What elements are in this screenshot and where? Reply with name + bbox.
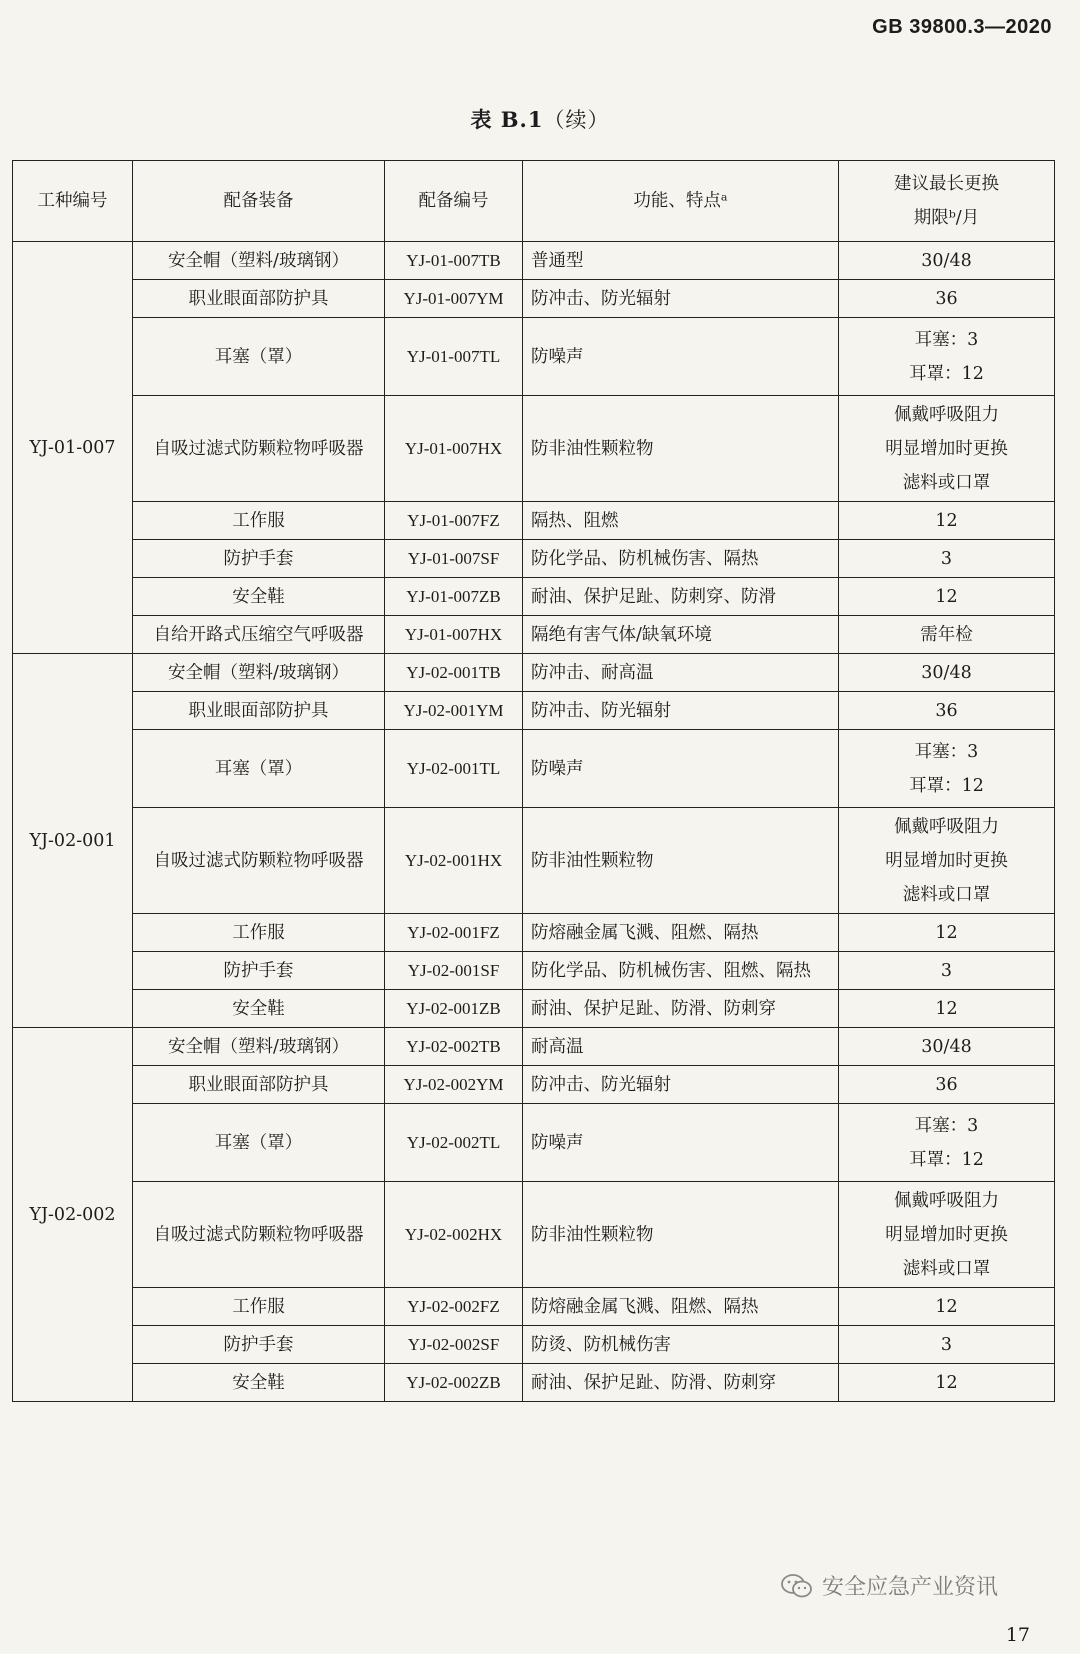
features-cell: 防非油性颗粒物 — [523, 1182, 839, 1288]
period-line: 佩戴呼吸阻力 — [894, 1190, 999, 1211]
equipment-no-cell: YJ-02-002ZB — [385, 1364, 523, 1402]
equipment-cell: 自吸过滤式防颗粒物呼吸器 — [133, 396, 385, 502]
equipment-no-cell: YJ-02-001SF — [385, 952, 523, 990]
period-line: 耳塞：3 — [914, 1115, 979, 1136]
features-cell: 防噪声 — [523, 730, 839, 808]
table-row — [13, 654, 1055, 692]
period-line: 30/48 — [921, 1036, 972, 1057]
table-row — [13, 952, 1055, 990]
job-code-cell: YJ-02-002 — [13, 1028, 133, 1402]
table-row — [13, 540, 1055, 578]
table-body — [13, 242, 1055, 1402]
period-cell — [839, 1066, 1055, 1104]
features-cell: 隔绝有害气体/缺氧环境 — [523, 616, 839, 654]
equipment-no-cell: YJ-01-007FZ — [385, 502, 523, 540]
table-row — [13, 1182, 1055, 1288]
period-line: 明显增加时更换 — [885, 438, 1008, 459]
watermark-text: 安全应急产业资讯 — [821, 1575, 998, 1600]
equipment-cell: 职业眼面部防护具 — [133, 692, 385, 730]
page-number: 17 — [1005, 1624, 1030, 1646]
table-row — [13, 396, 1055, 502]
header-period-line1: 建议最长更换 — [894, 174, 999, 194]
period-cell — [839, 578, 1055, 616]
table-row — [13, 502, 1055, 540]
header-features: 功能、特点ᵃ — [523, 161, 839, 242]
equipment-cell: 工作服 — [133, 914, 385, 952]
features-cell: 防非油性颗粒物 — [523, 808, 839, 914]
period-line: 12 — [935, 998, 958, 1019]
features-cell: 防冲击、防光辐射 — [523, 280, 839, 318]
period-cell — [839, 990, 1055, 1028]
table-title-bold: 表 B.1 — [470, 107, 544, 132]
table-header-row — [13, 161, 1055, 242]
period-cell — [839, 1326, 1055, 1364]
table-row — [13, 280, 1055, 318]
table-row — [13, 692, 1055, 730]
equipment-no-cell: YJ-01-007SF — [385, 540, 523, 578]
features-cell: 防化学品、防机械伤害、隔热 — [523, 540, 839, 578]
period-line: 12 — [935, 586, 958, 607]
period-cell — [839, 502, 1055, 540]
period-cell — [839, 242, 1055, 280]
table-row — [13, 914, 1055, 952]
period-cell — [839, 808, 1055, 914]
period-line: 36 — [935, 288, 958, 309]
equipment-cell: 自吸过滤式防颗粒物呼吸器 — [133, 1182, 385, 1288]
table-row — [13, 242, 1055, 280]
period-cell — [839, 318, 1055, 396]
equipment-no-cell: YJ-01-007ZB — [385, 578, 523, 616]
table-row — [13, 1364, 1055, 1402]
period-line: 耳塞：3 — [914, 329, 979, 350]
table-row — [13, 1326, 1055, 1364]
equipment-no-cell: YJ-02-001ZB — [385, 990, 523, 1028]
period-line: 3 — [940, 1334, 953, 1355]
header-period — [839, 161, 1055, 242]
period-line: 佩戴呼吸阻力 — [894, 404, 999, 425]
features-cell: 耐油、保护足趾、防滑、防刺穿 — [523, 990, 839, 1028]
period-line: 明显增加时更换 — [885, 850, 1008, 871]
header-period-line2: 期限ᵇ/月 — [913, 208, 980, 228]
period-cell — [839, 396, 1055, 502]
equipment-cell: 工作服 — [133, 1288, 385, 1326]
period-cell — [839, 540, 1055, 578]
equipment-no-cell: YJ-01-007HX — [385, 616, 523, 654]
equipment-no-cell: YJ-01-007HX — [385, 396, 523, 502]
period-cell — [839, 1028, 1055, 1066]
period-line: 耳塞：3 — [914, 741, 979, 762]
period-line: 耳罩：12 — [909, 1149, 984, 1170]
period-line: 36 — [935, 1074, 958, 1095]
standard-code: GB 39800.3—2020 — [872, 16, 1052, 38]
features-cell: 防噪声 — [523, 1104, 839, 1182]
equipment-cell: 工作服 — [133, 502, 385, 540]
period-cell — [839, 1288, 1055, 1326]
equipment-no-cell: YJ-02-001TL — [385, 730, 523, 808]
period-line: 30/48 — [921, 662, 972, 683]
table-row — [13, 1104, 1055, 1182]
equipment-cell: 职业眼面部防护具 — [133, 1066, 385, 1104]
features-cell: 防噪声 — [523, 318, 839, 396]
equipment-no-cell: YJ-02-001HX — [385, 808, 523, 914]
equipment-cell: 防护手套 — [133, 952, 385, 990]
features-cell: 耐高温 — [523, 1028, 839, 1066]
table-row — [13, 1028, 1055, 1066]
equipment-no-cell: YJ-02-002YM — [385, 1066, 523, 1104]
wechat-icon — [780, 1573, 814, 1599]
equipment-no-cell: YJ-02-002HX — [385, 1182, 523, 1288]
period-cell — [839, 730, 1055, 808]
features-cell: 耐油、保护足趾、防滑、防刺穿 — [523, 1364, 839, 1402]
period-line: 12 — [935, 510, 958, 531]
equipment-cell: 耳塞（罩） — [133, 730, 385, 808]
equipment-cell: 自给开路式压缩空气呼吸器 — [133, 616, 385, 654]
period-line: 滤料或口罩 — [902, 884, 991, 905]
table-row — [13, 1066, 1055, 1104]
period-cell — [839, 280, 1055, 318]
job-code-cell: YJ-01-007 — [13, 242, 133, 654]
equipment-cell: 防护手套 — [133, 1326, 385, 1364]
equipment-cell: 安全帽（塑料/玻璃钢） — [133, 242, 385, 280]
period-line: 耳罩：12 — [909, 363, 984, 384]
features-cell: 隔热、阻燃 — [523, 502, 839, 540]
period-line: 明显增加时更换 — [885, 1224, 1008, 1245]
period-line: 12 — [935, 1296, 958, 1317]
period-line: 36 — [935, 700, 958, 721]
equipment-no-cell: YJ-02-001YM — [385, 692, 523, 730]
table-title-continued: （续） — [543, 108, 610, 132]
equipment-cell: 安全帽（塑料/玻璃钢） — [133, 654, 385, 692]
equipment-cell: 防护手套 — [133, 540, 385, 578]
equipment-no-cell: YJ-02-001FZ — [385, 914, 523, 952]
features-cell: 普通型 — [523, 242, 839, 280]
features-cell: 防熔融金属飞溅、阻燃、隔热 — [523, 914, 839, 952]
table-row — [13, 808, 1055, 914]
period-cell — [839, 914, 1055, 952]
features-cell: 防非油性颗粒物 — [523, 396, 839, 502]
equipment-cell: 安全鞋 — [133, 1364, 385, 1402]
watermark — [780, 1570, 998, 1601]
table-row — [13, 578, 1055, 616]
equipment-cell: 自吸过滤式防颗粒物呼吸器 — [133, 808, 385, 914]
table-row — [13, 990, 1055, 1028]
features-cell: 防烫、防机械伤害 — [523, 1326, 839, 1364]
features-cell: 防熔融金属飞溅、阻燃、隔热 — [523, 1288, 839, 1326]
period-line: 12 — [935, 1372, 958, 1393]
equipment-no-cell: YJ-02-002SF — [385, 1326, 523, 1364]
header-equipment: 配备装备 — [133, 161, 385, 242]
period-cell — [839, 692, 1055, 730]
features-cell: 防冲击、防光辐射 — [523, 692, 839, 730]
features-cell: 防冲击、防光辐射 — [523, 1066, 839, 1104]
period-cell — [839, 1182, 1055, 1288]
table-row — [13, 616, 1055, 654]
equipment-table — [12, 160, 1055, 1402]
period-line: 滤料或口罩 — [902, 472, 991, 493]
header-job-code: 工种编号 — [13, 161, 133, 242]
period-line: 3 — [940, 960, 953, 981]
period-cell — [839, 1364, 1055, 1402]
period-line: 滤料或口罩 — [902, 1258, 991, 1279]
features-cell: 防化学品、防机械伤害、阻燃、隔热 — [523, 952, 839, 990]
equipment-cell: 安全鞋 — [133, 990, 385, 1028]
features-cell: 耐油、保护足趾、防刺穿、防滑 — [523, 578, 839, 616]
equipment-no-cell: YJ-01-007TL — [385, 318, 523, 396]
period-line: 耳罩：12 — [909, 775, 984, 796]
period-cell — [839, 616, 1055, 654]
period-line: 30/48 — [921, 250, 972, 271]
period-line: 需年检 — [920, 624, 973, 645]
table-row — [13, 318, 1055, 396]
equipment-no-cell: YJ-02-002FZ — [385, 1288, 523, 1326]
period-line: 佩戴呼吸阻力 — [894, 816, 999, 837]
equipment-no-cell: YJ-02-001TB — [385, 654, 523, 692]
equipment-no-cell: YJ-02-002TL — [385, 1104, 523, 1182]
table-row — [13, 1288, 1055, 1326]
equipment-no-cell: YJ-01-007TB — [385, 242, 523, 280]
period-cell — [839, 654, 1055, 692]
period-cell — [839, 952, 1055, 990]
equipment-cell: 安全帽（塑料/玻璃钢） — [133, 1028, 385, 1066]
features-cell: 防冲击、耐高温 — [523, 654, 839, 692]
equipment-cell: 安全鞋 — [133, 578, 385, 616]
table-row — [13, 730, 1055, 808]
equipment-cell: 耳塞（罩） — [133, 318, 385, 396]
job-code-cell: YJ-02-001 — [13, 654, 133, 1028]
equipment-no-cell: YJ-02-002TB — [385, 1028, 523, 1066]
period-line: 3 — [940, 548, 953, 569]
period-cell — [839, 1104, 1055, 1182]
period-line: 12 — [935, 922, 958, 943]
equipment-cell: 耳塞（罩） — [133, 1104, 385, 1182]
equipment-no-cell: YJ-01-007YM — [385, 280, 523, 318]
header-equipment-no: 配备编号 — [385, 161, 523, 242]
table-title — [0, 104, 1080, 134]
equipment-cell: 职业眼面部防护具 — [133, 280, 385, 318]
